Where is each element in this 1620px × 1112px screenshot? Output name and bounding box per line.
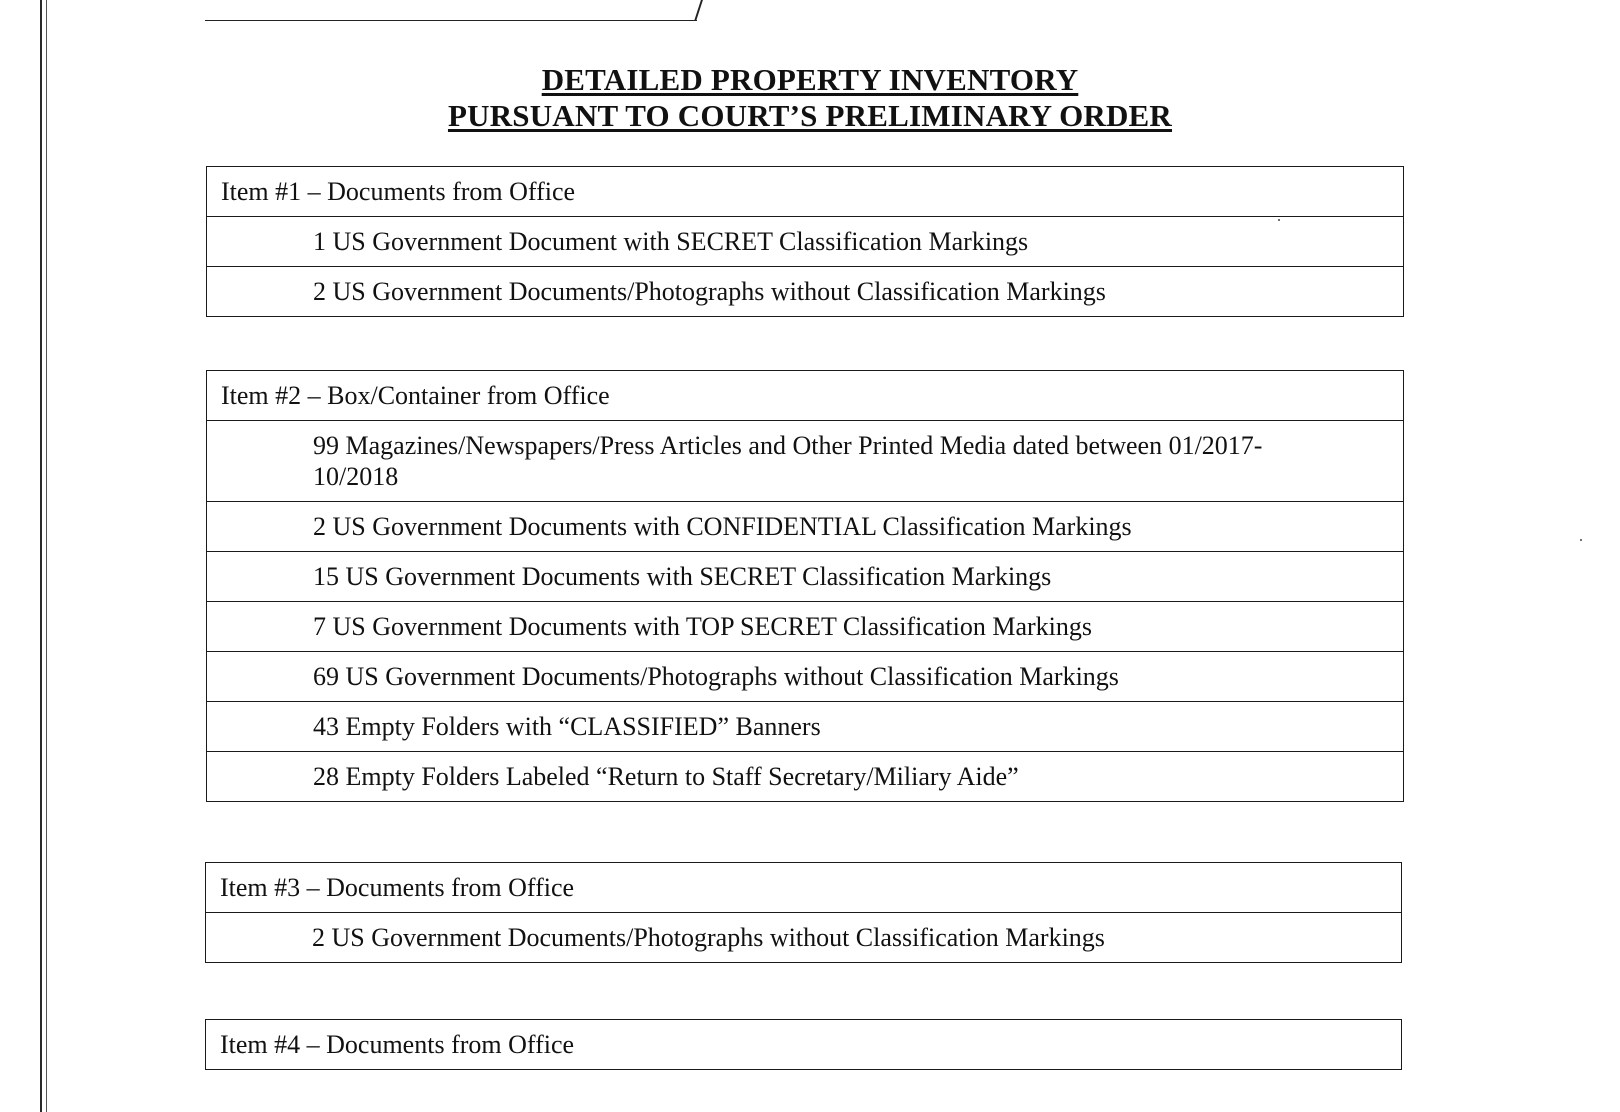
table-header-row xyxy=(206,863,1402,913)
table-row xyxy=(206,913,1402,963)
inventory-entry: 1 US Government Document with SECRET Classification Markings xyxy=(313,227,1029,256)
inventory-table-item-4 xyxy=(205,1019,1402,1070)
scan-margin-line xyxy=(40,0,42,1112)
inventory-entry: 99 Magazines/Newspapers/Press Articles and Other Printed Media dated between 01/2017-10/2018 xyxy=(313,431,1263,491)
table-row xyxy=(207,217,1404,267)
scan-speck xyxy=(1580,539,1582,541)
inventory-entry: 43 Empty Folders with “CLASSIFIED” Banners xyxy=(313,712,821,741)
document-subtitle: PURSUANT TO COURT’S PRELIMINARY ORDER xyxy=(447,98,1173,133)
inventory-entry: 7 US Government Documents with TOP SECRET Classification Markings xyxy=(313,612,1093,641)
signature-line xyxy=(205,20,697,21)
inventory-entry: 2 US Government Documents/Photographs without Classification Markings xyxy=(313,277,1106,306)
item-header: Item #2 – Box/Container from Office xyxy=(221,381,610,410)
inventory-table-item-3 xyxy=(205,862,1402,963)
scan-speck xyxy=(1278,219,1280,221)
item-header: Item #1 – Documents from Office xyxy=(221,177,576,206)
inventory-table-item-2 xyxy=(206,370,1404,802)
table-header-row xyxy=(207,371,1404,421)
table-row xyxy=(207,702,1404,752)
item-header: Item #4 – Documents from Office xyxy=(220,1030,575,1059)
inventory-entry: 15 US Government Documents with SECRET Classification Markings xyxy=(313,562,1052,591)
inventory-entry: 2 US Government Documents with CONFIDENTIAL Classification Markings xyxy=(313,512,1132,541)
scan-margin-line xyxy=(46,0,47,1112)
table-row xyxy=(207,752,1404,802)
table-row xyxy=(207,267,1404,317)
inventory-table-item-1 xyxy=(206,166,1404,317)
table-header-row xyxy=(207,167,1404,217)
table-header-row xyxy=(206,1020,1402,1070)
inventory-entry: 69 US Government Documents/Photographs without Classification Markings xyxy=(313,662,1119,691)
table-row xyxy=(207,502,1404,552)
table-row xyxy=(207,602,1404,652)
signature-slash xyxy=(694,0,703,20)
table-row xyxy=(207,552,1404,602)
table-row xyxy=(207,652,1404,702)
inventory-entry: 28 Empty Folders Labeled “Return to Staff Secretary/Miliary Aide” xyxy=(313,762,1019,791)
inventory-entry: 2 US Government Documents/Photographs without Classification Markings xyxy=(312,923,1105,952)
item-header: Item #3 – Documents from Office xyxy=(220,873,575,902)
table-row xyxy=(207,421,1404,502)
document-title: DETAILED PROPERTY INVENTORY xyxy=(541,62,1079,97)
